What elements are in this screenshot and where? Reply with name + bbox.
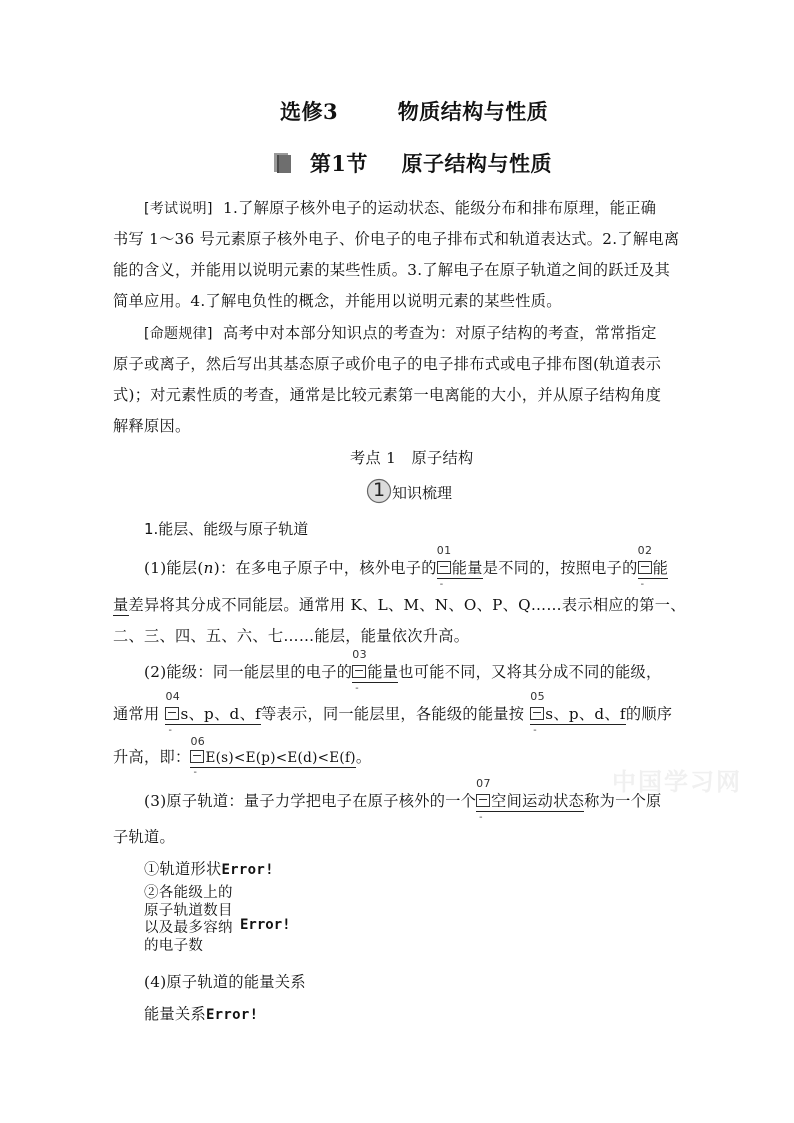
rules-text1: 高考中对本部分知识点的考查为：对原子结构的考查，常常指定 xyxy=(223,324,657,342)
item-count-error: Error! xyxy=(240,917,291,933)
p2-text-d: 等表示，同一能层里，各能级的能量按 xyxy=(261,705,525,723)
answer-box-icon xyxy=(190,750,204,763)
circle-number-icon xyxy=(366,478,392,504)
module-title xyxy=(280,96,548,126)
item-energy-label: 能量关系 xyxy=(144,1005,206,1023)
answer-box-icon xyxy=(352,665,366,678)
blank-answer: 能量 xyxy=(451,559,483,577)
p3-text-b: 称为一个原 xyxy=(584,792,662,810)
blank-dash: - xyxy=(439,579,444,590)
blank-dash: - xyxy=(533,725,537,736)
zhishi-label: 知识梳理 xyxy=(392,484,453,502)
item-count-line4: 的电子数 xyxy=(144,937,204,954)
error-text: Error! xyxy=(221,862,274,878)
blank-number: 04 xyxy=(165,690,181,703)
p3-line1 xyxy=(144,777,662,823)
p1-text-d: 差异将其分成不同能层。通常用 K、L、M、N、O、P、Q……表示相应的第一、 xyxy=(128,596,686,614)
exam-desc-line3: 能的含义，并能用以说明元素的某些性质。3.了解电子在原子轨道之间的跃迁及其 xyxy=(113,261,671,279)
module-name: 物质结构与性质 xyxy=(397,99,549,124)
blank-04 xyxy=(165,690,261,736)
item-energy xyxy=(144,1003,258,1024)
blank-dash: - xyxy=(355,683,359,694)
item-count-line2: 原子轨道数目 xyxy=(144,902,233,919)
p2-text-c: 通常用 xyxy=(113,705,160,723)
blank-answer: 能量 xyxy=(367,663,399,681)
blank-answer: E(s)<E(p)<E(d)<E(f) xyxy=(205,750,356,766)
item-count-block xyxy=(144,885,233,955)
blank-05 xyxy=(530,690,626,736)
p2-line2 xyxy=(113,690,673,736)
exam-desc-tag: [考试说明] xyxy=(144,201,213,217)
p2-text-b: 也可能不同，又将其分成不同的能级， xyxy=(398,663,662,681)
p2-line1 xyxy=(144,648,662,694)
p3-line2: 子轨道。 xyxy=(113,828,175,846)
p1-line1 xyxy=(144,544,669,590)
blank-number: 01 xyxy=(436,544,452,557)
p2-text-g: 。 xyxy=(355,748,372,766)
answer-box-icon xyxy=(165,707,179,720)
circle-number: 1 xyxy=(373,479,386,501)
p2-text-a: (2)能级：同一能层里的电子的 xyxy=(144,663,353,681)
exam-desc-line4: 简单应用。4.了解电负性的概念，并能用以说明元素的某些性质。 xyxy=(113,292,562,310)
blank-06 xyxy=(190,735,356,778)
blank-number: 06 xyxy=(190,735,206,748)
item-shape-label: ①轨道形状 xyxy=(144,860,222,878)
rules-tag: [命题规律] xyxy=(144,326,213,342)
watermark: 中国学习网 xyxy=(612,767,742,796)
blank-dash: - xyxy=(193,767,198,778)
p1-text-c: 是不同的，按照电子的 xyxy=(482,559,638,577)
item-shape xyxy=(144,858,274,879)
item-count-line3: 以及最多容纳 xyxy=(144,920,233,936)
section-title xyxy=(272,148,552,178)
p2-text-f: 升高，即： xyxy=(113,748,191,766)
rules-line4: 解释原因。 xyxy=(113,417,191,435)
p2-line3 xyxy=(113,735,372,778)
s1-heading: 1.能层、能级与原子轨道 xyxy=(144,520,309,538)
section-number: 第1节 xyxy=(309,151,368,176)
rules-line1 xyxy=(144,322,657,343)
p1-text-a: (1)能层( xyxy=(144,559,204,577)
answer-box-icon xyxy=(638,561,652,574)
book-icon xyxy=(272,152,294,174)
kaodian-title: 考点 1 原子结构 xyxy=(350,449,474,467)
p4-title: (4)原子轨道的能量关系 xyxy=(144,973,306,991)
blank-answer: 空间运动状态 xyxy=(491,792,585,810)
zhishi-heading xyxy=(366,478,452,504)
blank-answer: s、p、d、f xyxy=(180,705,261,723)
blank-dash: - xyxy=(640,579,645,590)
blank-answer: 能 xyxy=(652,559,669,577)
module-label: 选修3 xyxy=(280,99,339,124)
blank-dash: - xyxy=(479,812,483,823)
exam-desc-line2: 书写 1～36 号元素原子核外电子、价电子的电子排布式和轨道表达式。2.了解电离 xyxy=(113,230,680,248)
p1-line2 xyxy=(113,594,686,615)
p1-n: n xyxy=(203,559,214,577)
blank-07 xyxy=(476,777,585,823)
error-text: Error! xyxy=(205,1007,259,1023)
exam-desc-text1: 1.了解原子核外电子的运动状态、能级分布和排布原理，能正确 xyxy=(223,199,657,217)
item-count-line1: ②各能级上的 xyxy=(144,885,233,901)
blank-03 xyxy=(352,648,399,694)
p1-text-b: )：在多电子原子中，核外电子的 xyxy=(213,559,437,577)
blank-number: 07 xyxy=(476,777,491,790)
blank-answer: s、p、d、f xyxy=(545,705,626,723)
answer-box-icon xyxy=(530,707,544,720)
rules-line2: 原子或离子，然后写出其基态原子或价电子的电子排布式或电子排布图(轨道表示 xyxy=(113,355,662,373)
exam-desc-line1 xyxy=(144,197,656,218)
answer-box-icon xyxy=(437,561,451,574)
blank-01 xyxy=(436,544,483,590)
p2-text-e: 的顺序 xyxy=(625,705,673,723)
blank-number: 03 xyxy=(352,648,367,661)
section-name: 原子结构与性质 xyxy=(401,151,553,176)
blank-number: 05 xyxy=(530,690,545,703)
blank-02 xyxy=(637,544,669,590)
blank-answer-cont: 量 xyxy=(113,596,129,614)
answer-box-icon xyxy=(476,794,490,807)
p1-line3: 二、三、四、五、六、七……能层，能量依次升高。 xyxy=(113,627,470,645)
rules-line3: 式)；对元素性质的考查，通常是比较元素第一电离能的大小，并从原子结构角度 xyxy=(113,386,662,404)
blank-number: 02 xyxy=(637,544,653,557)
blank-dash: - xyxy=(168,725,173,736)
p3-text-a: (3)原子轨道：量子力学把电子在原子核外的一个 xyxy=(144,792,477,810)
